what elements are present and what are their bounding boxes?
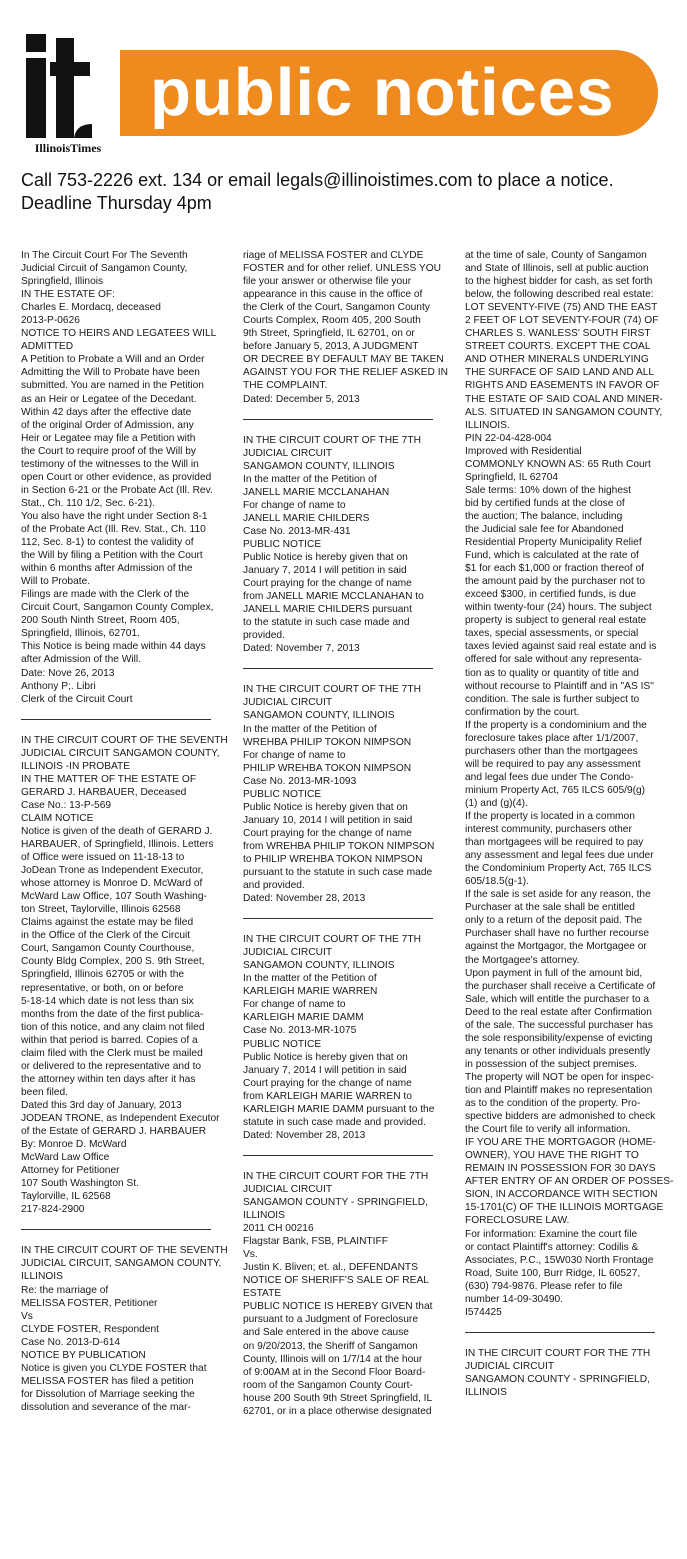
notice-line: By: Monroe D. McWard [21,1139,127,1151]
notice-line: the Condominium Property Act, 765 ILCS [465,863,652,875]
notice-line: confirmation by the court. [465,706,580,718]
notice-line: SANGAMON COUNTY, ILLINOIS [243,460,395,472]
notice-line: Attorney for Petitioner [21,1165,120,1177]
notice-line: JUDICIAL CIRCUIT [243,1183,333,1195]
notice-line: Public Notice is hereby given that on [243,801,408,813]
notice-line: dissolution and severance of the mar- [21,1401,191,1413]
illinois-times-logo [22,28,114,156]
notice-line: 15-1701(C) OF THE ILLINOIS MORTGAGE [465,1202,664,1214]
notice-divider [243,419,433,420]
legal-notice [465,249,674,1319]
notice-line: In the matter of the Petition of [243,723,377,735]
notice-line: JUDICIAL CIRCUIT [243,447,333,459]
notice-line: Notice is given of the death of GERARD J. [21,825,213,837]
legal-notice [243,933,436,1142]
notice-line: 2 FEET OF LOT SEVENTY-FOUR (74) OF [465,315,659,327]
page-title: public notices [150,55,615,130]
contact-info [21,169,671,215]
notice-line: JUDICIAL CIRCUIT [465,1360,555,1372]
notice-line: In the matter of the Petition of [243,473,377,485]
notice-line: NOTICE TO HEIRS AND LEGATEES WILL [21,328,217,340]
notice-line: Road, Suite 100, Burr Ridge, IL 60527, [465,1267,641,1279]
notice-line: from JANELL MARIE MCCLANAHAN to [243,591,424,603]
notice-line: any tenants or other individuals presently [465,1045,651,1057]
legal-notice [243,434,436,656]
notice-line: ILLINOIS -IN PROBATE [21,760,131,772]
notice-line: GERARD J. HARBAUER, Deceased [21,786,187,798]
notice-line: of 9:00AM at in the Second Floor Board- [243,1366,426,1378]
notice-line: The property will NOT be open for inspec- [465,1071,654,1083]
notice-line: COMMONLY KNOWN AS: 65 Ruth Court [465,458,651,470]
notice-line: SION, IN ACCORDANCE WITH SECTION [465,1189,658,1201]
notice-line: or delivered to the representative and to [21,1060,202,1072]
notice-line: For change of name to [243,999,346,1011]
notice-line: after Admission of the Will. [21,654,142,666]
notice-line: Circuit Court, Sangamon County Complex, [21,602,214,614]
notice-line: the Judicial sale fee for Abandoned [465,523,624,535]
notice-line: any assessment and legal fees due under [465,850,654,862]
notice-line: In the matter of the Petition of [243,973,377,985]
notice-line: You also have the right under Section 8-1 [21,510,208,522]
notice-line: I574425 [465,1306,502,1318]
notice-line: Dated this 3rd day of January, 2013 [21,1099,182,1111]
notice-line: AFTER ENTRY OF AN ORDER OF POSSES- [465,1176,674,1188]
title-banner [120,50,658,136]
notice-line: If the property is a condominium and the [465,719,647,731]
notice-line: If the sale is set aside for any reason, the [465,889,651,901]
notice-line: Will to Probate. [21,576,91,588]
legal-notice [21,734,228,1217]
notice-line: CHARLES S. WANLESS' SOUTH FIRST [465,328,651,340]
notice-line: room of the Sangamon County Court- [243,1379,413,1391]
notice-line: below, the following described real estate: [465,289,654,301]
notice-line: or contact Plaintiff's attorney: Codilis & [465,1241,639,1253]
legal-notice [465,1347,658,1399]
notice-line: taxes, special assessments, or special [465,628,639,640]
notice-line: RIGHTS AND EASEMENTS IN FAVOR OF [465,380,660,392]
notice-line: 62701, or in a place otherwise designated [243,1405,432,1417]
notice-line: KARLEIGH MARIE WARREN [243,986,378,998]
notice-line: Case No. 2013-MR-431 [243,525,351,537]
notice-line: A Petition to Probate a Will and an Order [21,354,205,366]
notice-line: SANGAMON COUNTY - SPRINGFIELD, [465,1373,650,1385]
contact-line: Call 753-2226 ext. 134 or email legals@illinoistimes.com to place a notice. [21,170,614,190]
notice-line: condition. The sale is further subject to [465,693,640,705]
notice-line: property is subject to general real estate [465,615,647,627]
notice-line: KARLEIGH MARIE DAMM [243,1012,364,1024]
notice-line: JUDICIAL CIRCUIT SANGAMON COUNTY, [21,747,220,759]
notice-line: Vs. [243,1249,258,1261]
legal-notice [243,1170,436,1418]
notice-line: THE SURFACE OF SAID LAND AND ALL [465,367,655,379]
notice-line: JODEAN TRONE, as Independent Executor [21,1113,220,1124]
notice-line: house 200 South 9th Street Springfield, IL [243,1392,433,1404]
notice-line: Associates, P.C., 15W030 North Frontage [465,1254,654,1266]
notice-line: and State of Illinois, sell at public auction [465,263,649,275]
notice-line: McWard Law Office [21,1152,110,1164]
notice-line: the Court file to verify all information. [465,1124,631,1136]
notice-line: Claims against the estate may be filed [21,917,194,929]
notice-line: Springfield, Illinois 62705 or with the [21,969,185,981]
column-3 [465,249,674,1399]
notice-line: KARLEIGH MARIE DAMM pursuant to the [243,1103,435,1115]
notice-line: and legal fees due under The Condo- [465,771,634,783]
notice-line: whose attorney is Monroe D. McWard of [21,878,203,890]
notice-line: ADMITTED [21,341,74,353]
notice-line: Notice is given you CLYDE FOSTER that [21,1362,207,1374]
notice-line: 2011 CH 00216 [243,1223,314,1235]
notice-line: against the Mortgagor, the Mortgagee or [465,941,647,953]
notice-line: and Sale entered in the above cause [243,1327,409,1339]
notice-line: Justin K. Bliven; et. al., DEFENDANTS [243,1262,418,1274]
notice-line: ILLINOIS [465,1386,507,1398]
notice-line: JUDICIAL CIRCUIT [243,947,333,959]
notice-line: within 6 months after Admission of the [21,563,193,575]
notice-line: 217-824-2900 [21,1204,85,1216]
notice-line: the Clerk of the Court, Sangamon County [243,302,430,314]
notice-line: of the Probate Act (Ill. Rev. Stat., Ch. 110 [21,523,206,535]
notice-line: file your answer or otherwise file your [243,276,412,288]
notice-line: Purchaser at the sale shall be entitled [465,902,635,914]
notice-line: in Section 6-21 or the Probate Act (Ill. Rev. [21,484,213,496]
notice-line: IN THE MATTER OF THE ESTATE OF [21,773,197,785]
notice-line: to PHILIP WREHBA TOKON NIMPSON [243,853,423,865]
notice-line: Clerk of the Circuit Court [21,693,133,705]
logo-wordmark: IllinoisTimes [34,141,102,155]
notice-line: HARBAUER, of Springfield, Illinois. Letters [21,839,214,851]
notice-line: PUBLIC NOTICE [243,1038,322,1050]
notice-line: Residential Property Municipality Relief [465,537,642,549]
notice-line: 605/18.5(g-1). [465,876,529,888]
notice-line: only to a return of the deposit paid. The [465,915,643,927]
notice-line: STREET COURTS. EXCEPT THE COAL [465,341,651,353]
notice-line: Public Notice is hereby given that on [243,1051,408,1063]
notice-line: pursuant to a Judgment of Foreclosure [243,1314,418,1326]
notice-line: IN THE ESTATE OF: [21,289,115,301]
notice-line: Fund, which is calculated at the rate of [465,550,639,562]
notice-line: appearance in this cause in the office of [243,289,423,301]
notice-line: MELISSA FOSTER, Petitioner [21,1297,158,1309]
notice-line: OR DECREE BY DEFAULT MAY BE TAKEN [243,354,444,366]
notice-line: PIN 22-04-428-004 [465,432,552,444]
notice-line: PUBLIC NOTICE [243,538,322,550]
notice-line: Upon payment in full of the amount bid, [465,967,643,979]
notice-line: the sole responsibility/expense of evicting [465,1032,653,1044]
notice-line: MELISSA FOSTER has filed a petition [21,1375,194,1387]
notice-line: PUBLIC NOTICE IS HEREBY GIVEN that [243,1301,433,1313]
notice-line: Court, Sangamon County Courthouse, [21,943,195,955]
notice-line: IN THE CIRCUIT COURT OF THE SEVENTH [21,1245,228,1257]
notice-line: ton Street, Taylorville, Illinois 62568 [21,904,181,916]
notice-line: Vs [21,1310,33,1322]
notice-line: 112, Sec. 8-1) to contest the validity of [21,537,194,549]
notice-line: Case No.: 13-P-569 [21,799,112,811]
notice-line: REMAIN IN POSSESSION FOR 30 DAYS [465,1163,656,1175]
notice-line: THE COMPLAINT. [243,380,328,392]
notice-line: as to the condition of the property. Pro- [465,1098,641,1110]
notice-line: been filed. [21,1086,69,1098]
notice-line: Case No. 2013-MR-1075 [243,1025,357,1037]
notice-line: JoDean Trone as Independent Executor, [21,865,204,877]
notice-line: ILLINOIS. [465,419,510,431]
notice-line: at the time of sale, County of Sangamon [465,250,647,261]
notice-line: in possession of the subject premises. [465,1058,638,1070]
notice-line: PHILIP WREHBA TOKON NIMPSON [243,762,412,774]
notice-line: County Bldg Complex, 200 S. 9th Street, [21,956,205,968]
notice-line: In The Circuit Court For The Seventh [21,250,188,261]
notice-line: to the statute in such case made and [243,617,410,629]
column-2 [243,249,448,1418]
legal-notice [243,683,436,905]
notice-line: on 9/20/2013, the Sheriff of Sangamon [243,1340,418,1352]
notice-line: Dated: November 28, 2013 [243,893,366,905]
notice-line: Within 42 days after the effective date [21,406,192,418]
notice-line: Sale terms: 10% down of the highest [465,484,631,496]
notice-line: (630) 794-9876. Please refer to file [465,1280,623,1292]
notice-line: January 10, 2014 I will petition in said [243,814,413,826]
notice-line: Dated: November 7, 2013 [243,643,360,655]
notice-line: statute in such case made and provided. [243,1116,426,1128]
notice-line: foreclosure takes place after 1/1/2007, [465,732,639,744]
legal-notice [243,249,448,406]
notice-line: open Court or other evidence, as provided [21,471,212,483]
notice-line: 200 South Ninth Street, Room 405, [21,615,180,627]
notice-line: IN THE CIRCUIT COURT OF THE 7TH [243,934,421,946]
notice-line: the purchaser shall receive a Certificate of [465,980,656,992]
notice-line: in the Office of the Clerk of the Circuit [21,930,191,942]
notice-line: For information: Examine the court file [465,1228,638,1240]
notice-line: taxes levied against said real estate and is [465,641,657,653]
notice-line: Sale, which will entitle the purchaser to a [465,993,650,1005]
notice-line: NOTICE BY PUBLICATION [21,1349,146,1361]
notice-line: For change of name to [243,749,346,761]
notice-line: ILLINOIS [21,1271,63,1283]
notice-line: riage of MELISSA FOSTER and CLYDE [243,250,424,261]
notice-line: minium Property Act, 765 ILCS 605/9(g) [465,784,646,796]
notice-line: LOT SEVENTY-FIVE (75) AND THE EAST [465,302,658,314]
legal-notice [21,249,217,706]
notice-line: FORECLOSURE LAW. [465,1215,570,1227]
notice-divider [243,1155,433,1156]
notice-line: $1 for each $1,000 or fraction thereof of [465,563,644,575]
notice-line: Case No. 2013-MR-1093 [243,775,357,787]
notice-line: ALS. SITUATED IN SANGAMON COUNTY, [465,406,663,418]
notice-line: OWNER), YOU HAVE THE RIGHT TO [465,1150,639,1162]
notice-line: PUBLIC NOTICE [243,788,322,800]
notice-line: provided. [243,630,285,642]
notice-line: IN THE CIRCUIT COURT OF THE 7TH [243,434,421,446]
notice-line: tion and Plaintiff makes no representation [465,1085,653,1096]
notice-line: of the sale. The successful purchaser has [465,1019,653,1031]
notice-line: Judicial Circuit of Sangamon County, [21,263,188,275]
notice-line: within that period is barred. Copies of a [21,1034,198,1046]
notice-line: Courts Complex, Room 405, 200 South [243,315,421,327]
notice-line: bid by certified funds at the close of [465,497,625,509]
notice-line: the auction; The balance, including [465,510,623,522]
notice-line: Date: Nove 26, 2013 [21,667,115,679]
notice-line: the Will by filing a Petition with the Court [21,550,203,562]
notice-line: January 7, 2014 I will petition in said [243,565,407,577]
notice-line: Dated: December 5, 2013 [243,393,360,405]
notice-line: submitted. You are named in the Petition [21,380,204,392]
column-1 [21,249,228,1414]
notice-line: SANGAMON COUNTY, ILLINOIS [243,710,395,722]
notice-line: CLYDE FOSTER, Respondent [21,1323,159,1335]
notice-line: SANGAMON COUNTY, ILLINOIS [243,960,395,972]
notice-line: to the highest bidder for cash, as set forth [465,276,653,288]
notice-line: JANELL MARIE CHILDERS [243,512,370,524]
notice-line: 2013-P-0626 [21,315,80,327]
notice-line: tion as to quality or quantity of title and [465,667,639,679]
notice-divider [243,668,433,669]
notice-line: Court praying for the change of name [243,827,412,839]
notice-line: JUDICIAL CIRCUIT [243,697,333,709]
notice-line: and provided. [243,880,305,892]
notice-line: IN THE CIRCUIT COURT FOR THE 7TH [243,1170,429,1182]
notice-line: Case No. 2013-D-614 [21,1336,121,1348]
notice-line: without recourse to Plaintiff and in "AS IS" [465,680,654,692]
notice-line: If the property is located in a common [465,811,635,823]
notice-line: JANELL MARIE MCCLANAHAN [243,486,390,498]
notice-line: than mortgagees will be required to pay [465,837,644,849]
notice-line: offered for sale without any representa- [465,654,643,666]
deadline-line: Deadline Thursday 4pm [21,193,212,213]
notice-line: THE ESTATE OF SAID COAL AND MINER- [465,393,663,405]
notice-line: from WREHBA PHILIP TOKON NIMPSON [243,840,435,852]
legal-notice [21,1244,228,1414]
notice-line: McWard Law Office, 107 South Washing- [21,891,207,903]
notice-line: Stat., Ch. 110 1/2, Sec. 6-21). [21,497,156,509]
notice-line: pursuant to the statute in such case made [243,867,433,879]
notice-line: IN THE CIRCUIT COURT OF THE SEVENTH [21,734,228,746]
notice-line: (1) and (g)(4). [465,797,528,809]
notice-line: as an Heir or Legatee of the Decedant. [21,393,197,405]
notice-line: representative, or both, on or before [21,982,184,994]
notice-line: IN THE CIRCUIT COURT OF THE 7TH [243,684,421,696]
notice-line: from KARLEIGH MARIE WARREN to [243,1090,412,1102]
notice-line: Charles E. Mordacq, deceased [21,302,161,314]
notice-line: months from the date of the first publica- [21,1008,204,1020]
notice-divider [21,1229,211,1230]
notice-line: 107 South Washington St. [21,1178,139,1190]
notice-line: will be required to pay any assessment [465,758,641,770]
notice-line: the attorney within ten days after it has [21,1073,196,1085]
notice-line: WREHBA PHILIP TOKON NIMPSON [243,736,412,748]
notice-line: the Court to require proof of the Will by [21,445,196,457]
notice-line: ESTATE [243,1288,282,1300]
notice-line: ILLINOIS [243,1210,285,1222]
notice-line: For change of name to [243,499,346,511]
notice-line: exceed $300, in certified funds, is due [465,589,637,601]
notice-line: NOTICE OF SHERIFF'S SALE OF REAL [243,1275,429,1287]
notice-line: for Dissolution of Marriage seeking the [21,1388,195,1400]
notice-line: Re: the marriage of [21,1284,109,1296]
notice-line: Deed to the real estate after Confirmation [465,1006,652,1018]
notice-line: Taylorville, IL 62568 [21,1191,111,1203]
notice-line: number 14-09-30490. [465,1293,563,1305]
notice-line: Dated: November 28, 2013 [243,1129,366,1141]
notice-line: testimony of the witnesses to the Will in [21,458,199,470]
notice-line: purchasers other than the mortgagees [465,745,638,757]
notice-line: 9th Street, Springfield, IL 62701, on or [243,328,415,340]
notice-line: Improved with Residential [465,445,582,457]
notice-line: Flagstar Bank, FSB, PLAINTIFF [243,1236,388,1248]
notice-line: claim filed with the Clerk must be mailed [21,1047,203,1059]
notice-divider [243,918,433,919]
notice-line: of the Estate of GERARD J. HARBAUER [21,1126,207,1138]
notice-line: spective bidders are admonished to check [465,1111,656,1123]
notice-line: Court praying for the change of name [243,1077,412,1089]
notice-line: AGAINST YOU FOR THE RELIEF ASKED IN [243,367,448,379]
notice-line: Springfield, Illinois, 62701. [21,628,140,640]
notice-line: FOSTER and for other relief. UNLESS YOU [243,263,441,275]
notice-line: January 7, 2014 I will petition in said [243,1064,407,1076]
notice-line: Springfield, Illinois [21,276,104,288]
notice-line: tion of this notice, and any claim not filed [21,1021,205,1033]
notice-line: JANELL MARIE CHILDERS pursuant [243,604,412,616]
notice-line: Court praying for the change of name [243,578,412,590]
notice-line: IF YOU ARE THE MORTGAGOR (HOME- [465,1137,656,1149]
notice-line: 5-18-14 which date is not less than six [21,995,194,1007]
notice-line: AND OTHER MINERALS UNDERLYING [465,354,649,366]
notice-line: SANGAMON COUNTY - SPRINGFIELD, [243,1197,428,1208]
notice-line: Purchaser shall have no further recourse [465,928,650,940]
notice-line: of Office were issued on 11-18-13 to [21,852,185,864]
notice-divider [21,719,211,720]
notice-line: CLAIM NOTICE [21,812,94,824]
notice-line: Filings are made with the Clerk of the [21,589,190,601]
notice-line: JUDICIAL CIRCUIT, SANGAMON COUNTY, [21,1258,222,1270]
notice-line: before January 5, 2013, A JUDGMENT [243,341,419,353]
notice-line: Anthony P;. Libri [21,680,96,692]
notice-line: Admitting the Will to Probate have been [21,367,200,379]
notice-line: Public Notice is hereby given that on [243,551,408,563]
notice-line: Springfield, IL 62704 [465,471,559,483]
notice-line: the Mortgagee's attorney. [465,954,580,966]
notice-line: the amount paid by the purchaser not to [465,576,646,588]
notice-line: of the original Order of Admission, any [21,419,194,431]
notice-line: interest community, purchasers other [465,824,632,836]
page-header [22,28,662,158]
notice-line: within twenty-four (24) hours. The subject [465,602,652,614]
notice-divider [465,1332,655,1333]
notice-line: Heir or Legatee may file a Petition with [21,432,196,444]
notice-line: County, Illinois will on 1/7/14 at the hour [243,1353,423,1365]
notice-line: IN THE CIRCUIT COURT FOR THE 7TH [465,1347,651,1359]
notice-line: This Notice is being made within 44 days [21,641,206,653]
